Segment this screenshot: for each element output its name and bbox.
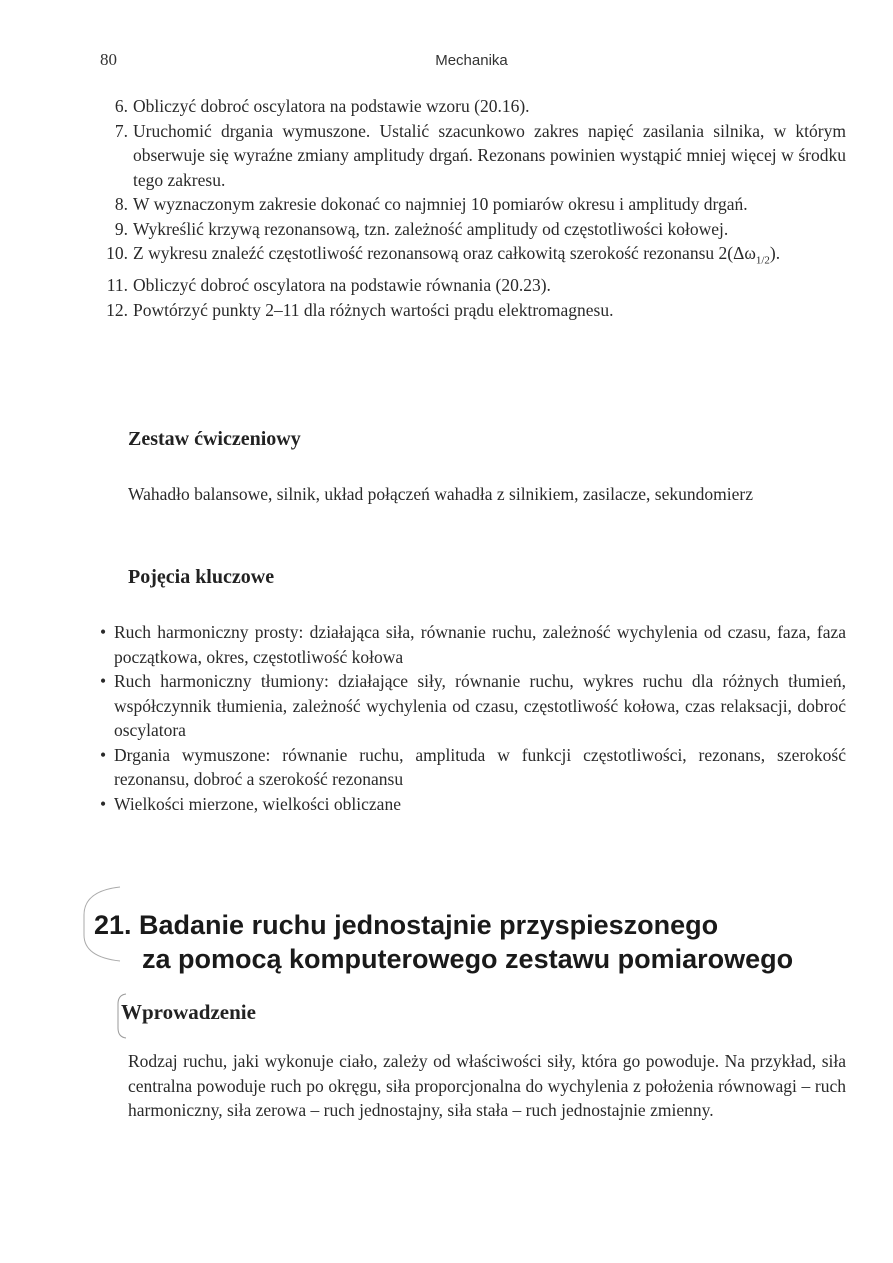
step-text-tail: ). xyxy=(769,243,781,263)
introduction-heading: Wprowadzenie xyxy=(121,1000,256,1024)
step-item xyxy=(96,298,846,323)
list-item-text: Ruch harmoniczny prosty: działająca siła, równanie ruchu, zależność wychylenia od czasu, faza, faza początkowa, okres, częstotliwość kołowa xyxy=(114,622,846,667)
step-number: 7. xyxy=(114,120,128,141)
bullet-icon: • xyxy=(100,622,107,642)
step-subscript: 1/2 xyxy=(755,254,770,267)
list-item-text: Wielkości mierzone, wielkości obliczane xyxy=(114,793,401,814)
step-item xyxy=(96,192,846,217)
step-text: Wykreślić krzywą rezonansową, tzn. zależność amplitudy od częstotliwości kołowej. xyxy=(133,218,729,239)
step-item xyxy=(96,119,846,193)
step-text: Obliczyć dobroć oscylatora na podstawie wzoru (20.16). xyxy=(133,96,530,116)
running-header: Mechanika xyxy=(435,52,508,69)
step-item xyxy=(96,94,846,119)
step-item xyxy=(96,241,846,273)
step-item xyxy=(96,273,846,298)
step-text xyxy=(133,241,846,273)
list-item-text: Ruch harmoniczny tłumiony: działające siły, równanie ruchu, wykres ruchu dla różnych tłumień, współczynnik tłumienia, zależność wychylenia od czasu, częstotliwość kołowa, czas relaksacji, dobroć oscylatora xyxy=(114,671,846,740)
step-text: Uruchomić drgania wymuszone. Ustalić szacunkowo zakres napięć zasilania silnika, w którym obserwuje się wyraźne zmiany amplitudy drgań. Rezonans powinien wystąpić mniej więcej w środku tego zakresu. xyxy=(133,120,846,190)
step-number: 10. xyxy=(106,243,128,263)
bullet-icon: • xyxy=(100,793,107,814)
equipment-text: Wahadło balansowe, silnik, układ połączeń wahadła z silnikiem, zasilacze, sekundomierz xyxy=(128,484,753,504)
step-number: 8. xyxy=(114,194,128,214)
list-item xyxy=(100,792,846,817)
list-item xyxy=(100,620,846,669)
bullet-icon: • xyxy=(100,744,107,765)
step-text: W wyznaczonym zakresie dokonać co najmniej 10 pomiarów okresu i amplitudy drgań. xyxy=(133,194,748,214)
chapter-title-line2: za pomocą komputerowego zestawu pomiarowego xyxy=(142,944,794,974)
list-item-text: Drgania wymuszone: równanie ruchu, amplituda w funkcji częstotliwości, rezonans, szerokość rezonansu, dobroć a szerokość rezonansu xyxy=(114,744,846,789)
step-number: 11. xyxy=(106,275,128,295)
page-number: 80 xyxy=(100,50,117,69)
introduction-text: Rodzaj ruchu, jaki wykonuje ciało, zależy od właściwości siły, która go powoduje. Na przykład, siła centralna powoduje ruch po okręgu, siła proporcjonalna do wychylenia z położenia równowagi – ruch harmoniczny, siła zerowa – ruch jednostajny, siła stała – ruch jednostajnie zmienny. xyxy=(128,1051,846,1120)
list-item xyxy=(100,669,846,743)
step-text: Obliczyć dobroć oscylatora na podstawie równania (20.23). xyxy=(133,275,551,295)
list-item xyxy=(100,743,846,792)
key-concepts-heading: Pojęcia kluczowe xyxy=(128,566,275,588)
step-number: 9. xyxy=(114,218,128,239)
key-concepts-list xyxy=(100,620,846,816)
step-number: 6. xyxy=(114,96,128,116)
step-item xyxy=(96,217,846,242)
step-text: Powtórzyć punkty 2–11 dla różnych wartości prądu elektromagnesu. xyxy=(133,299,614,320)
procedure-steps xyxy=(96,94,846,322)
chapter-title-line1: 21. Badanie ruchu jednostajnie przyspieszonego xyxy=(94,910,719,940)
chapter-title xyxy=(94,908,854,976)
step-text-main: Z wykresu znaleźć częstotliwość rezonansową oraz całkowitą szerokość rezonansu 2(Δω xyxy=(133,243,756,263)
step-number: 12. xyxy=(106,299,128,320)
bullet-icon: • xyxy=(100,671,107,691)
equipment-heading: Zestaw ćwiczeniowy xyxy=(128,428,301,450)
